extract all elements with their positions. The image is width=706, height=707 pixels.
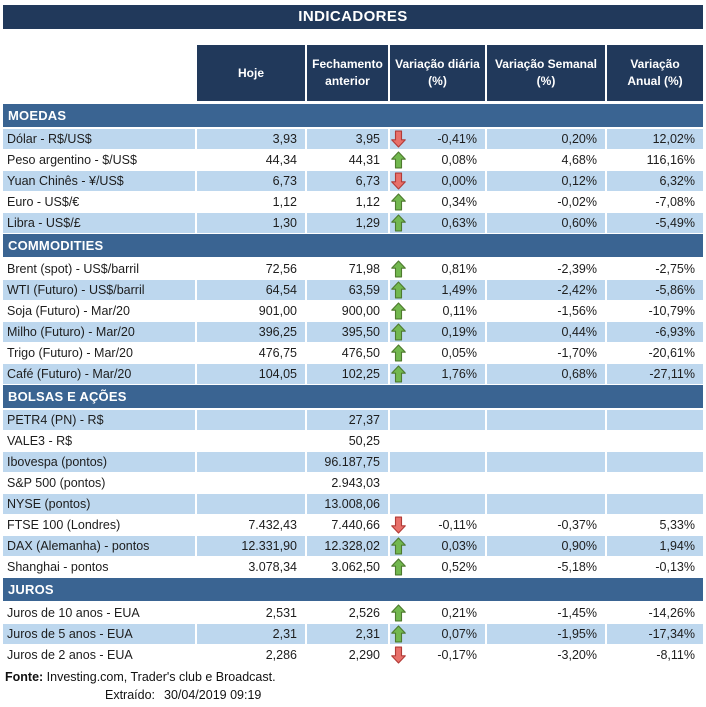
up-arrow-icon [391, 280, 407, 300]
row-label: Dólar - R$/US$ [3, 129, 197, 149]
variacao-diaria-cell [390, 129, 487, 149]
variacao-semanal-value: -0,02% [487, 192, 607, 212]
hoje-value: 2,531 [197, 603, 307, 623]
fechamento-anterior-value: 63,59 [307, 280, 390, 300]
variacao-diaria-value: 1,49% [441, 283, 477, 297]
up-arrow-icon [391, 364, 407, 384]
fechamento-anterior-value: 3,95 [307, 129, 390, 149]
table-row [3, 301, 703, 322]
hoje-value: 72,56 [197, 259, 307, 279]
variacao-diaria-value: 0,08% [441, 153, 477, 167]
variacao-diaria-cell [390, 603, 487, 623]
variacao-anual-value: -20,61% [607, 343, 703, 363]
column-header-hoje: Hoje [197, 45, 307, 101]
variacao-anual-value: -17,34% [607, 624, 703, 644]
footer [3, 668, 703, 704]
variacao-diaria-cell [390, 536, 487, 556]
table-row [3, 452, 703, 473]
table-row [3, 645, 703, 666]
variacao-diaria-cell [390, 494, 487, 514]
no-icon [391, 410, 407, 430]
variacao-diaria-cell [390, 364, 487, 384]
hoje-value: 901,00 [197, 301, 307, 321]
variacao-anual-value: -10,79% [607, 301, 703, 321]
variacao-diaria-value: 0,00% [441, 174, 477, 188]
row-label: Libra - US$/£ [3, 213, 197, 233]
variacao-diaria-value: 0,52% [441, 560, 477, 574]
fechamento-anterior-value: 395,50 [307, 322, 390, 342]
source-line [3, 668, 703, 686]
hoje-value: 12.331,90 [197, 536, 307, 556]
hoje-value [197, 452, 307, 472]
table-row [3, 150, 703, 171]
variacao-semanal-value: -5,18% [487, 557, 607, 577]
fechamento-anterior-value: 50,25 [307, 431, 390, 451]
table-row [3, 536, 703, 557]
up-arrow-icon [391, 343, 407, 363]
fechamento-anterior-value: 2,526 [307, 603, 390, 623]
variacao-anual-value: -2,75% [607, 259, 703, 279]
down-arrow-icon [391, 645, 407, 665]
variacao-semanal-value: -2,39% [487, 259, 607, 279]
hoje-value [197, 431, 307, 451]
row-label: Ibovespa (pontos) [3, 452, 197, 472]
section-header-commodities: COMMODITIES [3, 234, 703, 259]
variacao-anual-value: 116,16% [607, 150, 703, 170]
variacao-diaria-cell [390, 280, 487, 300]
table-row [3, 557, 703, 578]
table-row [3, 515, 703, 536]
variacao-diaria-cell [390, 213, 487, 233]
up-arrow-icon [391, 213, 407, 233]
no-icon [391, 452, 407, 472]
variacao-anual-value: -8,11% [607, 645, 703, 665]
row-label: WTI (Futuro) - US$/barril [3, 280, 197, 300]
variacao-diaria-cell [390, 645, 487, 665]
variacao-semanal-value: -1,95% [487, 624, 607, 644]
label-column-spacer [3, 45, 197, 101]
fechamento-anterior-value: 7.440,66 [307, 515, 390, 535]
hoje-value: 7.432,43 [197, 515, 307, 535]
variacao-diaria-cell [390, 322, 487, 342]
row-label: Soja (Futuro) - Mar/20 [3, 301, 197, 321]
variacao-anual-value: -27,11% [607, 364, 703, 384]
table-row [3, 129, 703, 150]
no-icon [391, 431, 407, 451]
section-header-moedas: MOEDAS [3, 104, 703, 129]
no-icon [391, 473, 407, 493]
variacao-anual-value [607, 494, 703, 514]
hoje-value: 104,05 [197, 364, 307, 384]
fechamento-anterior-value: 13.008,06 [307, 494, 390, 514]
variacao-diaria-value: 0,03% [441, 539, 477, 553]
variacao-anual-value [607, 452, 703, 472]
variacao-semanal-value: 0,60% [487, 213, 607, 233]
row-label: Euro - US$/€ [3, 192, 197, 212]
extracted-value: 30/04/2019 09:19 [164, 688, 262, 702]
row-label: Shanghai - pontos [3, 557, 197, 577]
up-arrow-icon [391, 301, 407, 321]
variacao-diaria-cell [390, 410, 487, 430]
table-row [3, 171, 703, 192]
up-arrow-icon [391, 557, 407, 577]
down-arrow-icon [391, 515, 407, 535]
variacao-anual-value: -0,13% [607, 557, 703, 577]
variacao-semanal-value [487, 494, 607, 514]
up-arrow-icon [391, 624, 407, 644]
fechamento-anterior-value: 2,290 [307, 645, 390, 665]
up-arrow-icon [391, 603, 407, 623]
variacao-diaria-cell [390, 259, 487, 279]
variacao-anual-value: -14,26% [607, 603, 703, 623]
source-text: Investing.com, Trader's club e Broadcast. [43, 670, 276, 684]
table-row [3, 322, 703, 343]
hoje-value: 1,30 [197, 213, 307, 233]
table-row [3, 624, 703, 645]
down-arrow-icon [391, 129, 407, 149]
row-label: Trigo (Futuro) - Mar/20 [3, 343, 197, 363]
variacao-anual-value [607, 431, 703, 451]
hoje-value: 6,73 [197, 171, 307, 191]
variacao-diaria-value: -0,11% [438, 518, 477, 532]
variacao-anual-value: -5,49% [607, 213, 703, 233]
variacao-diaria-cell [390, 624, 487, 644]
column-header-fechamento-anterior: Fechamento anterior [307, 45, 390, 101]
column-header-variacao-diaria: Variação diária (%) [390, 45, 487, 101]
row-label: Brent (spot) - US$/barril [3, 259, 197, 279]
variacao-anual-value: 6,32% [607, 171, 703, 191]
hoje-value: 44,34 [197, 150, 307, 170]
fechamento-anterior-value: 1,29 [307, 213, 390, 233]
table-row [3, 473, 703, 494]
table-row [3, 213, 703, 234]
table-row [3, 431, 703, 452]
variacao-diaria-cell [390, 192, 487, 212]
up-arrow-icon [391, 536, 407, 556]
variacao-semanal-value: 0,68% [487, 364, 607, 384]
fechamento-anterior-value: 96.187,75 [307, 452, 390, 472]
up-arrow-icon [391, 192, 407, 212]
extracted-label: Extraído: [105, 688, 156, 702]
variacao-diaria-cell [390, 171, 487, 191]
extracted-line [3, 686, 703, 704]
variacao-anual-value: -6,93% [607, 322, 703, 342]
table-row [3, 494, 703, 515]
section-header-juros: JUROS [3, 578, 703, 603]
table-row [3, 343, 703, 364]
variacao-diaria-value: 0,34% [441, 195, 477, 209]
variacao-semanal-value: 0,90% [487, 536, 607, 556]
column-header-variacao-semanal: Variação Semanal (%) [487, 45, 607, 101]
up-arrow-icon [391, 150, 407, 170]
row-label: Milho (Futuro) - Mar/20 [3, 322, 197, 342]
row-label: S&P 500 (pontos) [3, 473, 197, 493]
variacao-anual-value: -5,86% [607, 280, 703, 300]
table-row [3, 259, 703, 280]
variacao-diaria-value: 0,07% [441, 627, 477, 641]
variacao-diaria-cell [390, 431, 487, 451]
row-label: Café (Futuro) - Mar/20 [3, 364, 197, 384]
variacao-semanal-value: 4,68% [487, 150, 607, 170]
hoje-value: 1,12 [197, 192, 307, 212]
variacao-anual-value: 12,02% [607, 129, 703, 149]
variacao-diaria-cell [390, 515, 487, 535]
variacao-semanal-value [487, 452, 607, 472]
variacao-anual-value [607, 410, 703, 430]
table-row [3, 603, 703, 624]
variacao-diaria-cell [390, 343, 487, 363]
column-header-variacao-anual: Variação Anual (%) [607, 45, 703, 101]
variacao-anual-value [607, 473, 703, 493]
variacao-anual-value: -7,08% [607, 192, 703, 212]
variacao-semanal-value: -2,42% [487, 280, 607, 300]
variacao-diaria-value: 1,76% [441, 367, 477, 381]
variacao-diaria-value: 0,11% [442, 304, 477, 318]
row-label: Juros de 5 anos - EUA [3, 624, 197, 644]
hoje-value: 64,54 [197, 280, 307, 300]
table-row [3, 192, 703, 213]
page-title: INDICADORES [3, 5, 703, 29]
hoje-value: 3,93 [197, 129, 307, 149]
variacao-semanal-value [487, 431, 607, 451]
variacao-semanal-value: 0,44% [487, 322, 607, 342]
table-row [3, 280, 703, 301]
fechamento-anterior-value: 27,37 [307, 410, 390, 430]
fechamento-anterior-value: 2.943,03 [307, 473, 390, 493]
hoje-value: 476,75 [197, 343, 307, 363]
column-header-row [3, 45, 703, 101]
variacao-diaria-value: -0,41% [437, 132, 477, 146]
fechamento-anterior-value: 2,31 [307, 624, 390, 644]
row-label: Peso argentino - $/US$ [3, 150, 197, 170]
variacao-diaria-cell [390, 452, 487, 472]
variacao-anual-value: 1,94% [607, 536, 703, 556]
fechamento-anterior-value: 6,73 [307, 171, 390, 191]
no-icon [391, 494, 407, 514]
variacao-semanal-value: -0,37% [487, 515, 607, 535]
fechamento-anterior-value: 3.062,50 [307, 557, 390, 577]
hoje-value: 3.078,34 [197, 557, 307, 577]
table-row [3, 364, 703, 385]
row-label: Juros de 10 anos - EUA [3, 603, 197, 623]
row-label: VALE3 - R$ [3, 431, 197, 451]
row-label: PETR4 (PN) - R$ [3, 410, 197, 430]
variacao-diaria-value: -0,17% [437, 648, 477, 662]
row-label: NYSE (pontos) [3, 494, 197, 514]
variacao-semanal-value: 0,20% [487, 129, 607, 149]
hoje-value: 2,31 [197, 624, 307, 644]
fechamento-anterior-value: 900,00 [307, 301, 390, 321]
variacao-semanal-value: -3,20% [487, 645, 607, 665]
source-label: Fonte: [5, 670, 44, 684]
variacao-anual-value: 5,33% [607, 515, 703, 535]
variacao-semanal-value [487, 473, 607, 493]
variacao-diaria-cell [390, 150, 487, 170]
up-arrow-icon [391, 322, 407, 342]
fechamento-anterior-value: 12.328,02 [307, 536, 390, 556]
row-label: DAX (Alemanha) - pontos [3, 536, 197, 556]
fechamento-anterior-value: 476,50 [307, 343, 390, 363]
variacao-semanal-value [487, 410, 607, 430]
variacao-diaria-value: 0,81% [441, 262, 477, 276]
hoje-value [197, 473, 307, 493]
fechamento-anterior-value: 1,12 [307, 192, 390, 212]
fechamento-anterior-value: 102,25 [307, 364, 390, 384]
variacao-semanal-value: -1,70% [487, 343, 607, 363]
hoje-value [197, 494, 307, 514]
variacao-semanal-value: -1,45% [487, 603, 607, 623]
row-label: Yuan Chinês - ¥/US$ [3, 171, 197, 191]
variacao-diaria-value: 0,05% [441, 346, 477, 360]
variacao-diaria-value: 0,63% [441, 216, 477, 230]
section-header-bolsas-e-a-es: BOLSAS E AÇÕES [3, 385, 703, 410]
hoje-value: 396,25 [197, 322, 307, 342]
variacao-diaria-value: 0,21% [441, 606, 477, 620]
fechamento-anterior-value: 71,98 [307, 259, 390, 279]
variacao-semanal-value: -1,56% [487, 301, 607, 321]
variacao-diaria-cell [390, 557, 487, 577]
fechamento-anterior-value: 44,31 [307, 150, 390, 170]
up-arrow-icon [391, 259, 407, 279]
table-body [3, 104, 703, 666]
hoje-value: 2,286 [197, 645, 307, 665]
down-arrow-icon [391, 171, 407, 191]
variacao-diaria-value: 0,19% [441, 325, 477, 339]
row-label: FTSE 100 (Londres) [3, 515, 197, 535]
variacao-diaria-cell [390, 473, 487, 493]
hoje-value [197, 410, 307, 430]
table-row [3, 410, 703, 431]
row-label: Juros de 2 anos - EUA [3, 645, 197, 665]
variacao-semanal-value: 0,12% [487, 171, 607, 191]
variacao-diaria-cell [390, 301, 487, 321]
